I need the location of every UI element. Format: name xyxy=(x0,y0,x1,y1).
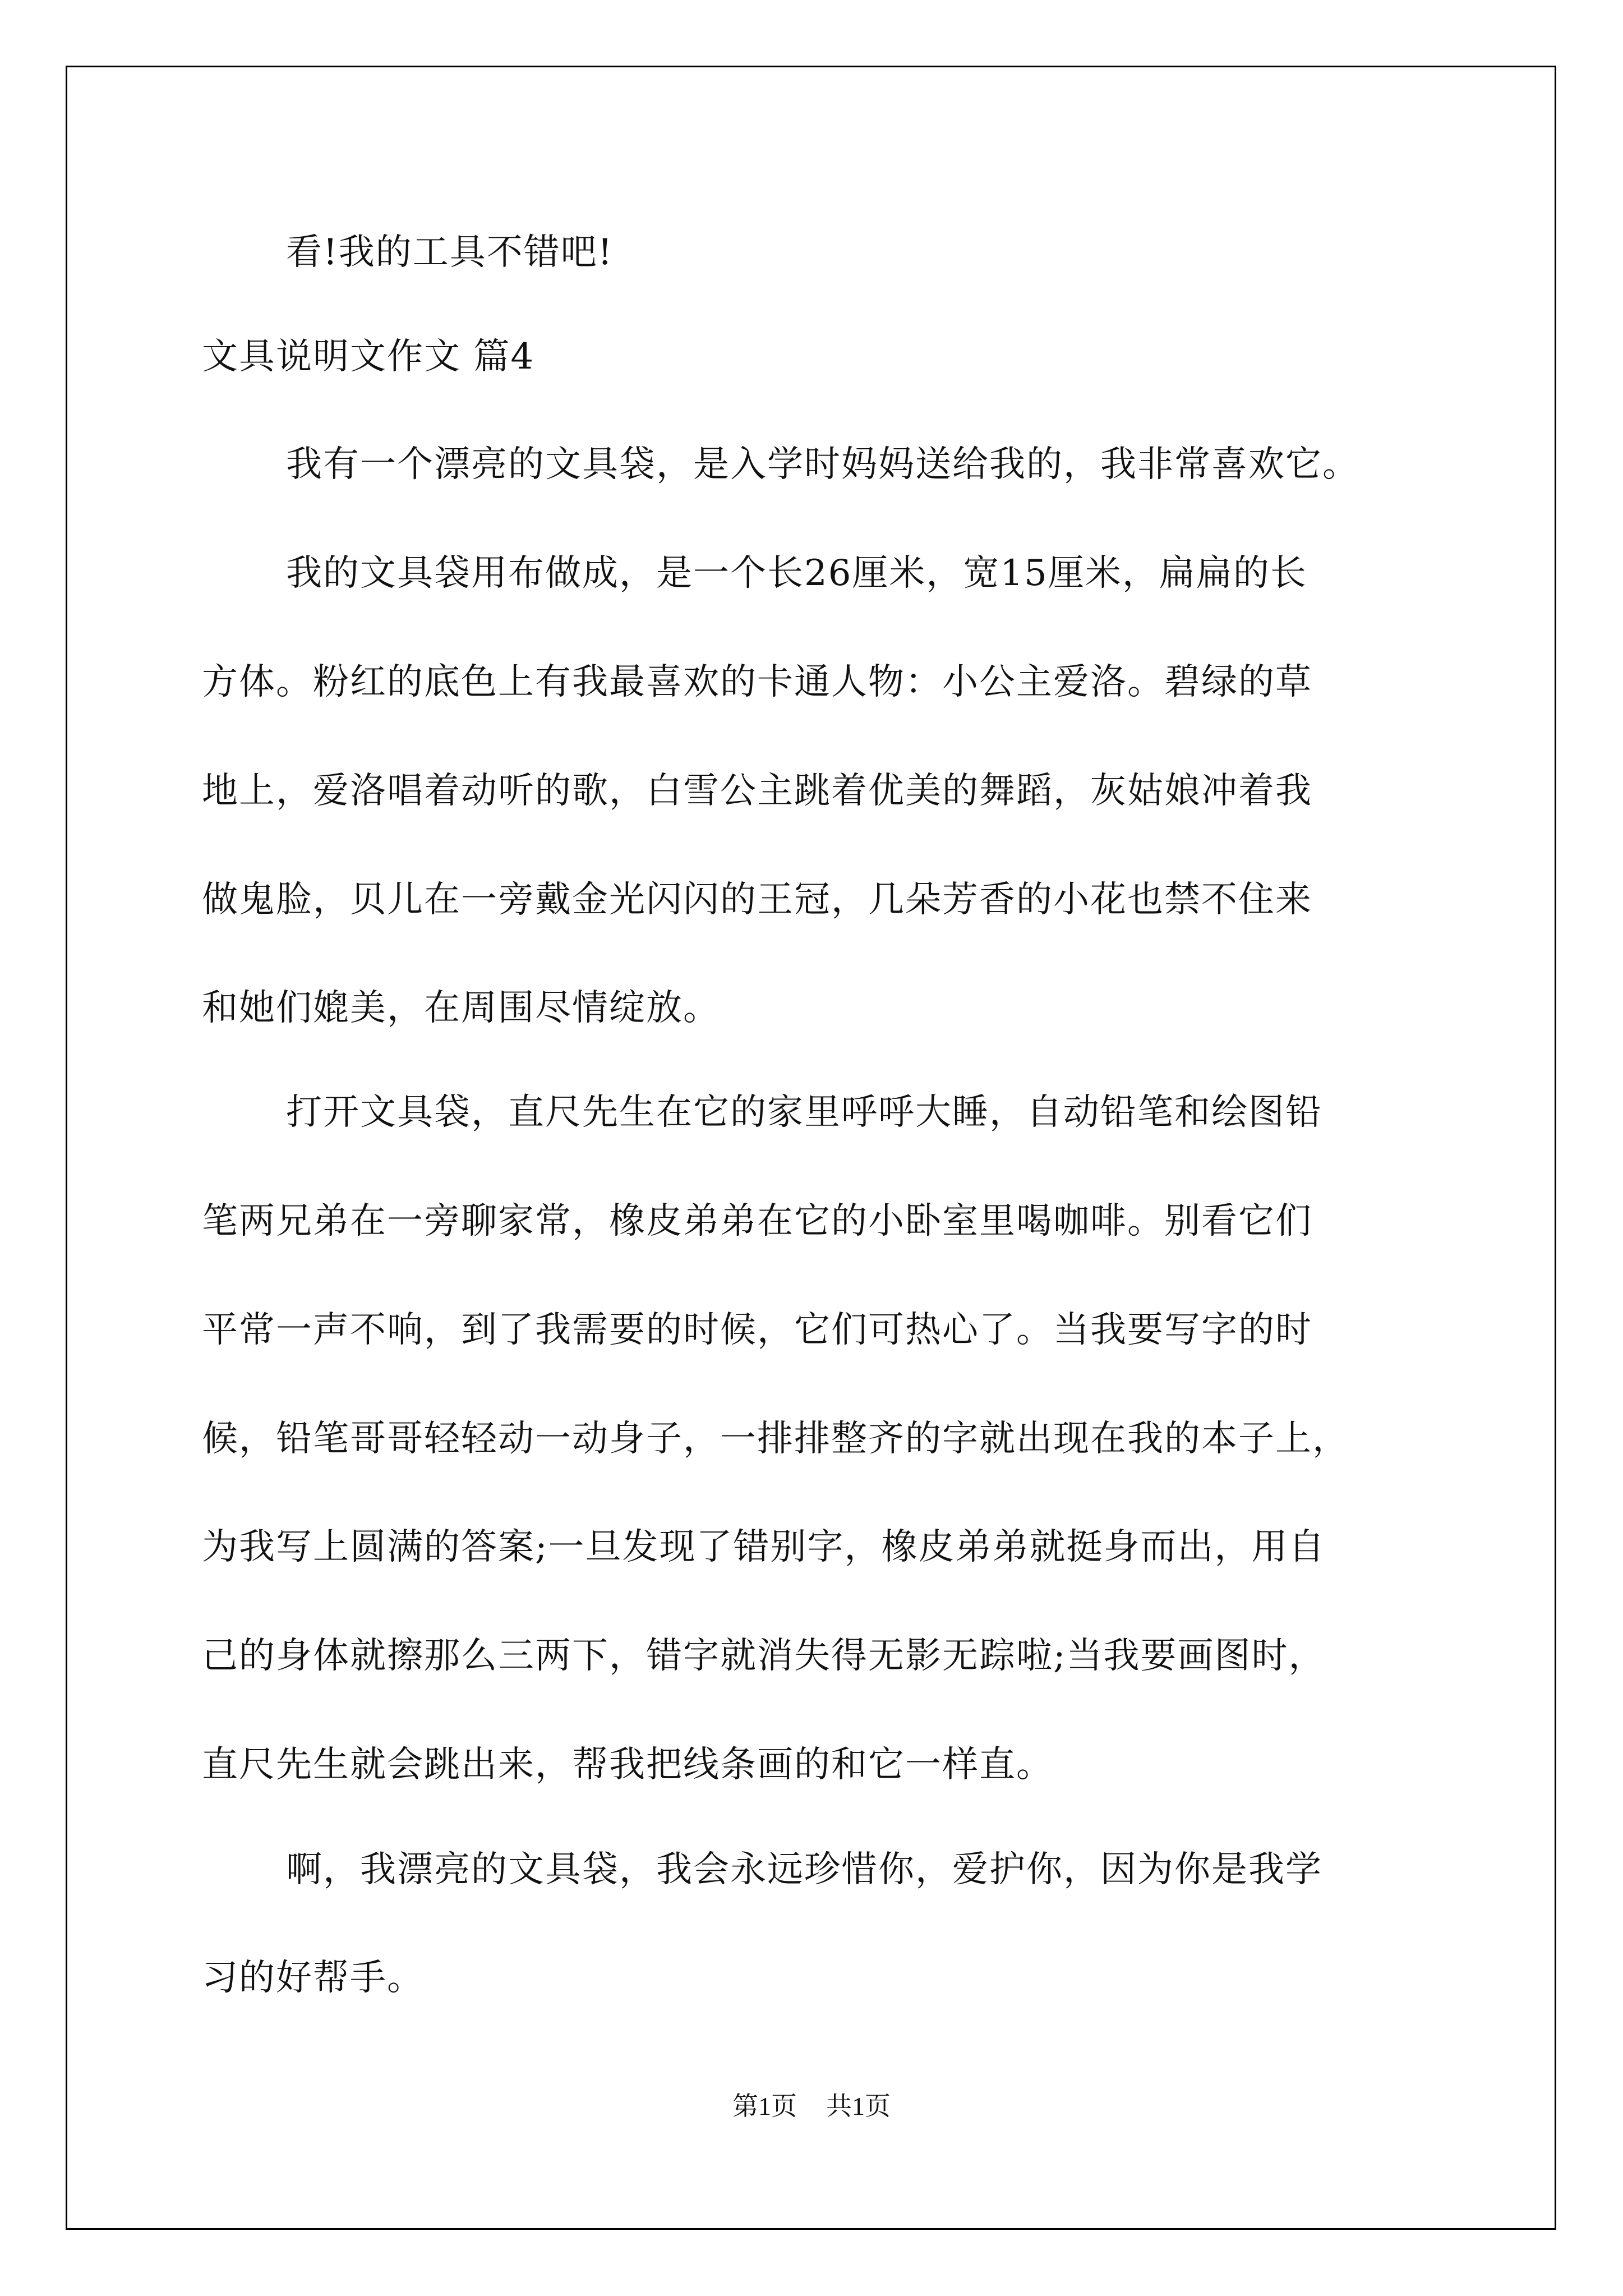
closing-sentence: 看!我的工具不错吧! xyxy=(286,232,614,273)
page-border xyxy=(66,66,1556,2230)
page-number-current: 第1页 xyxy=(732,2092,797,2120)
paragraph-line: 己的身体就擦那么三两下，错字就消失得无影无踪啦;当我要画图时， xyxy=(202,1635,1326,1677)
paragraph-line: 平常一声不响，到了我需要的时候，它们可热心了。当我要写字的时 xyxy=(202,1309,1312,1351)
paragraph-line: 方体。粉红的底色上有我最喜欢的卡通人物：小公主爱洛。碧绿的草 xyxy=(202,661,1312,703)
paragraph-line: 打开文具袋，直尺先生在它的家里呼呼大睡，自动铅笔和绘图铅 xyxy=(286,1092,1322,1133)
paragraph-line: 做鬼脸，贝儿在一旁戴金光闪闪的王冠，几朵芳香的小花也禁不住来 xyxy=(202,879,1312,921)
paragraph-line: 候，铅笔哥哥轻轻动一动身子，一排排整齐的字就出现在我的本子上， xyxy=(202,1418,1349,1460)
paragraph-line: 习的好帮手。 xyxy=(202,1957,424,1999)
section-heading: 文具说明文作文 篇4 xyxy=(202,336,535,378)
paragraph-line: 我的文具袋用布做成，是一个长26厘米，宽15厘米，扁扁的长 xyxy=(286,553,1307,594)
paragraph-line: 地上，爱洛唱着动听的歌，白雪公主跳着优美的舞蹈，灰姑娘冲着我 xyxy=(202,770,1312,812)
paragraph-line: 为我写上圆满的答案;一旦发现了错别字，橡皮弟弟就挺身而出，用自 xyxy=(202,1526,1326,1568)
paragraph-line: 和她们媲美，在周围尽情绽放。 xyxy=(202,987,720,1029)
page-footer xyxy=(0,2090,1623,2123)
paragraph-line: 啊，我漂亮的文具袋，我会永远珍惜你，爱护你，因为你是我学 xyxy=(286,1849,1322,1890)
paragraph-line: 笔两兄弟在一旁聊家常，橡皮弟弟在它的小卧室里喝咖啡。别看它们 xyxy=(202,1200,1312,1242)
paragraph-line: 我有一个漂亮的文具袋，是入学时妈妈送给我的，我非常喜欢它。 xyxy=(286,444,1359,485)
page-number-total: 共1页 xyxy=(826,2092,891,2120)
paragraph-line: 直尺先生就会跳出来，帮我把线条画的和它一样直。 xyxy=(202,1744,1053,1786)
